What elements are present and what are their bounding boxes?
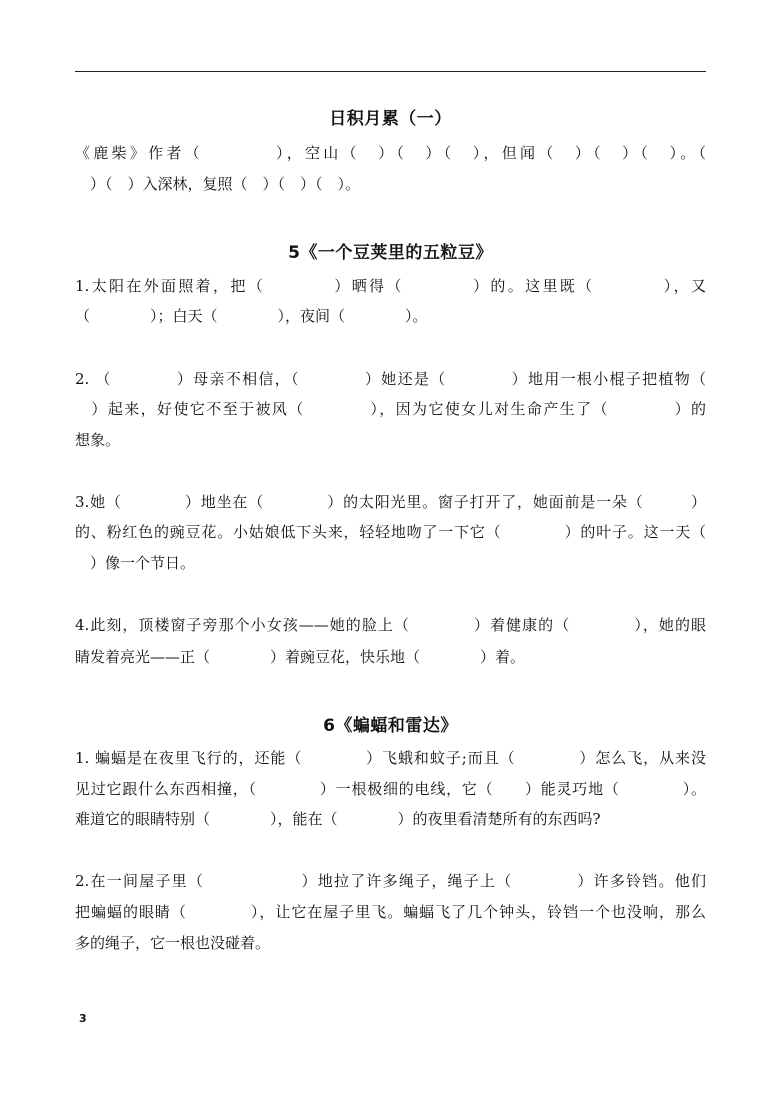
text-line: 2. （ ）母亲不相信，（ ）她还是（ ）地用一根小棍子把植物（ [75,370,706,388]
text-line: 3.她（ ）地坐在（ ）的太阳光里。窗子打开了，她面前是一朵（ ） [75,493,706,511]
text-line: 4.此刻，顶楼窗子旁那个小女孩——她的脸上（ ）着健康的（ ），她的眼 [75,616,706,634]
text-line: 见过它跟什么东西相撞，（ ）一根极细的电线，它（ ）能灵巧地（ ）。 [75,780,706,798]
section-title-bats-radar: 6《蝙蝠和雷达》 [323,716,458,736]
text-line: 睛发着亮光——正（ ）着豌豆花，快乐地（ ）着。 [75,648,526,666]
text-line: 想象。 [75,431,121,449]
text-line: 1.太阳在外面照着，把（ ）晒得（ ）的。这里既（ ），又 [75,277,706,295]
text-line: ）像一个节日。 [75,554,196,572]
text-line: （ ）；白天（ ），夜间（ ）。 [75,307,428,325]
text-line: 2.在一间屋子里（ ）地拉了许多绳子，绳子上（ ）许多铃铛。他们 [75,872,706,890]
text-line: 把蝙蝠的眼睛（ ），让它在屋子里飞。蝙蝠飞了几个钟头，铃铛一个也没响，那么 [75,903,706,921]
text-line: ）（ ）入深林，复照（ ）（ ）（ ）。 [75,175,361,193]
text-line: 《鹿柴》作者（ ），空山（ ）（ ）（ ），但闻（ ）（ ）（ ）。（ [75,144,706,162]
section-title-riji: 日积月累（一） [329,109,452,129]
text-line: ）起来，好使它不至于被风（ ），因为它使女儿对生命产生了（ ）的 [75,400,706,418]
header-rule [75,71,706,72]
text-line: 难道它的眼睛特别（ ），能在（ ）的夜里看清楚所有的东西吗? [75,810,601,828]
page-number: 3 [79,1012,87,1025]
section-title-five-peas: 5《一个豆荚里的五粒豆》 [288,243,493,263]
text-line: 多的绳子，它一根也没碰着。 [75,934,271,952]
text-line: 的、粉红色的豌豆花。小姑娘低下头来，轻轻地吻了一下它（ ）的叶子。这一天（ [75,523,706,541]
text-line: 1. 蝙蝠是在夜里飞行的，还能（ ）飞蛾和蚊子;而且（ ）怎么飞，从来没 [75,749,706,767]
